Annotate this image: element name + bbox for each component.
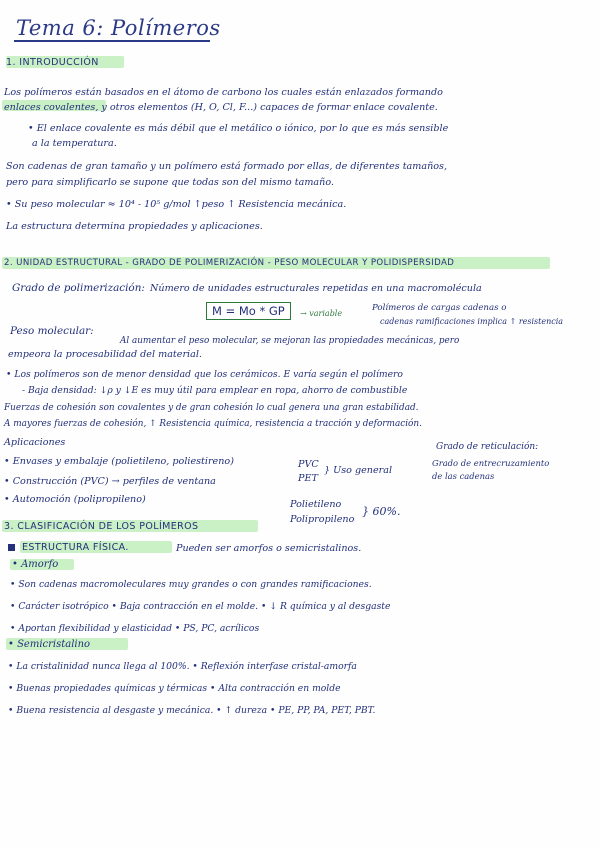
unidad-line: • Los polímeros son de menor densidad que los cerámicos. E varía según el polímero	[6, 369, 403, 380]
section-heading-clasificacion: 3. CLASIFICACIÓN DE LOS POLÍMEROS	[4, 521, 199, 532]
peso-text: empeora la procesabilidad del material.	[8, 349, 202, 360]
semi-item: • Buena resistencia al desgaste y mecánica. • ↑ dureza • PE, PP, PA, PET, PBT.	[8, 705, 376, 716]
title-underline	[14, 40, 210, 42]
semi-item: • Buenas propiedades químicas y térmicas • Alta contracción en molde	[8, 683, 341, 694]
amorfo-item: • Son cadenas macromoleculares muy grandes o con grandes ramificaciones.	[10, 579, 372, 590]
intro-line: La estructura determina propiedades y aplicaciones.	[6, 221, 263, 232]
intro-line: • El enlace covalente es más débil que el metálico o iónico, por lo que es más sensible	[28, 123, 449, 134]
square-bullet-icon	[8, 544, 15, 551]
unidad-line: Fuerzas de cohesión son covalentes y de gran cohesión lo cual genera una gran estabilidad.	[4, 403, 419, 413]
amorfo-item: • Carácter isotrópico • Baja contracción en el molde. • ↓ R química y al desgaste	[10, 601, 391, 612]
section-heading-intro: 1. INTRODUCCIÓN	[6, 57, 99, 68]
side-note: Polímeros de cargas cadenas o	[372, 303, 507, 313]
aplicaciones-label: Aplicaciones	[4, 437, 66, 448]
section-heading-unidad: 2. UNIDAD ESTRUCTURAL - GRADO DE POLIMERIZACIÓN - PESO MOLECULAR Y POLIDISPERSIDAD	[4, 258, 455, 268]
peso-label: Peso molecular:	[10, 325, 94, 337]
unidad-line: - Baja densidad: ↓ρ y ↓E es muy útil para emplear en ropa, ahorro de combustible	[22, 385, 408, 396]
aplicacion-item: • Envases y embalaje (polietileno, poliestireno)	[4, 456, 234, 467]
grado-label: Grado de polimerización:	[12, 282, 145, 294]
percentage: } 60%.	[362, 505, 401, 518]
uso-general: } Uso general	[324, 465, 393, 476]
aplicacion-item: • Construcción (PVC) → perfiles de ventana	[4, 476, 216, 487]
pet-label: PET	[298, 473, 318, 484]
reticulacion-text: Grado de entrecruzamiento	[432, 458, 550, 468]
unidad-line: A mayores fuerzas de cohesión, ↑ Resistencia química, resistencia a tracción y deformación.	[4, 419, 422, 429]
formula-box: M = Mo * GP	[206, 302, 291, 320]
intro-line: Los polímeros están basados en el átomo de carbono los cuales están enlazados formando	[4, 87, 443, 98]
amorfo-item: • Aportan flexibilidad y elasticidad • PS, PC, acrílicos	[10, 623, 260, 634]
pvc-label: PVC	[298, 459, 319, 470]
intro-line: • Su peso molecular ≈ 10⁴ - 10⁵ g/mol ↑peso ↑ Resistencia mecánica.	[6, 199, 347, 210]
polipropileno-label: Polipropileno	[290, 514, 355, 525]
formula-note: → variable	[300, 309, 343, 318]
aplicacion-item: • Automoción (polipropileno)	[4, 494, 146, 505]
intro-line: a la temperatura.	[32, 138, 117, 149]
intro-line: Son cadenas de gran tamaño y un polímero está formado por ellas, de diferentes tamaños,	[6, 161, 448, 172]
side-note: cadenas ramificaciones implica ↑ resistencia	[380, 317, 564, 326]
estructura-label: ESTRUCTURA FÍSICA.	[22, 542, 129, 553]
reticulacion-text: de las cadenas	[432, 471, 495, 481]
semi-label: • Semicristalino	[8, 639, 91, 650]
grado-text: Número de unidades estructurales repetidas en una macromolécula	[150, 283, 482, 294]
peso-text: Al aumentar el peso molecular, se mejoran las propiedades mecánicas, pero	[120, 336, 460, 346]
intro-line: enlaces covalentes, y otros elementos (H, O, Cl, F...) capaces de formar enlace covalente.	[4, 102, 438, 113]
amorfo-label: • Amorfo	[12, 559, 59, 570]
page-title: Tema 6: Polímeros	[16, 16, 221, 40]
polietileno-label: Polietileno	[290, 499, 342, 510]
intro-line: pero para simplificarlo se supone que todas son del mismo tamaño.	[6, 177, 334, 188]
semi-item: • La cristalinidad nunca llega al 100%. • Reflexión interfase cristal-amorfa	[8, 661, 357, 672]
reticulacion-label: Grado de reticulación:	[436, 442, 539, 452]
estructura-text: Pueden ser amorfos o semicristalinos.	[176, 543, 362, 554]
